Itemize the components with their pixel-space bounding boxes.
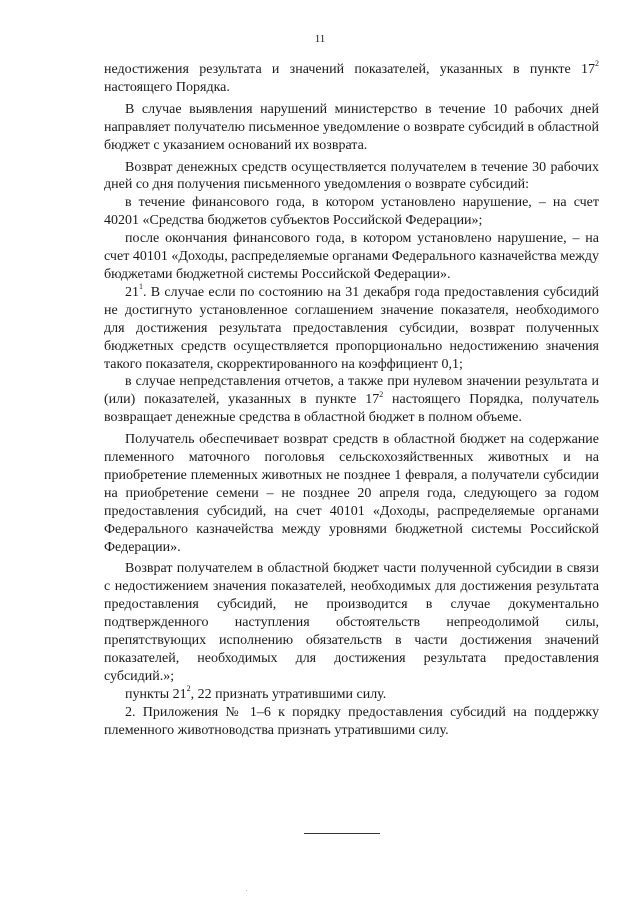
paragraph-violation-notice: В случае выявления нарушений министерство в течение 10 рабочих дней направляет получателю письменное уведомление о возврате субсидий в областной бюджет с указанием оснований их возврата. bbox=[104, 101, 599, 153]
superscript: 2 bbox=[595, 59, 599, 69]
paragraph-force-majeure: Возврат получателем в областной бюджет части полученной субсидии в связи с недостижением значения показателей, необходимых для достижения результата предоставления субсидий, не производится в случае документально подтвержденного наступления обстоятельств непреодолимой силы, препятствующих исполнению обязательств в части достижения значений показателей, необходимых для достижения результата предоставления субсидий.»; bbox=[104, 561, 599, 684]
paragraph-return-deadline: Получатель обеспечивает возврат средств в областной бюджет на содержание племенного маточного поголовья сельскохозяйственных животных и на приобретение племенных животных не позднее 1 февраля, а получатели субсидии на приобретение семени – не позднее 20 апреля года, следующего за годом предоставления субсидий, на счет 40101 «Доходы, распределяемые органами Федерального казначейства между уровнями бюджетной системы Российской Федерации». bbox=[104, 432, 599, 555]
paragraph-21-1: $21^1$. В случае если по состоянию на 31 декабря года предоставления субсидий не достигнуто установленное соглашением значение показателя, необходимого для достижения результата предоставления субсидии, возврат полученных бюджетных средств осуществляется пропорционально недостижению значения такого показателя, скорректированного на коэффициент 0,1; bbox=[104, 282, 599, 372]
document-body bbox=[104, 61, 599, 740]
paragraph-return-term: Возврат денежных средств осуществляется получателем в течение 30 рабочих дней со дня получения письменного уведомления о возврате субсидий: bbox=[104, 159, 599, 193]
paragraph-return-current-year: в течение финансового года, в котором установлено нарушение, – на счет 40201 «Средства бюджетов субъектов Российской Федерации»; bbox=[104, 195, 599, 229]
paragraph-repeal-appendices: 2. Приложения № 1–6 к порядку предоставления субсидий на поддержку племенного животноводства признать утратившими силу. bbox=[104, 704, 599, 738]
superscript: 1 bbox=[139, 282, 143, 292]
paragraph-return-after-year: после окончания финансового года, в котором установлено нарушение, – на счет 40101 «Доходы, распределяемые органами Федерального казначейства между бюджетами бюджетной системы Российской Федерации». bbox=[104, 231, 599, 282]
closing-divider bbox=[304, 833, 380, 834]
paragraph-no-reports: в случае непредставления отчетов, а также при нулевом значении результата и (или) показателей, указанных в пункте $17^2$ настоящего Порядка, получатель возвращает денежные средства в областной бюджет в полном объеме. bbox=[104, 374, 600, 426]
paragraph-continuation: недостижения результата и значений показателей, указанных в пункте $17^2$ настоящего Порядка. bbox=[104, 59, 599, 95]
superscript: 2 bbox=[379, 389, 384, 399]
superscript: 2 bbox=[186, 684, 191, 694]
scan-speck bbox=[246, 890, 247, 891]
paragraph-repeal-points: пункты $21^2$, 22 признать утратившими силу. bbox=[125, 684, 387, 702]
page-number: 11 bbox=[314, 33, 326, 45]
